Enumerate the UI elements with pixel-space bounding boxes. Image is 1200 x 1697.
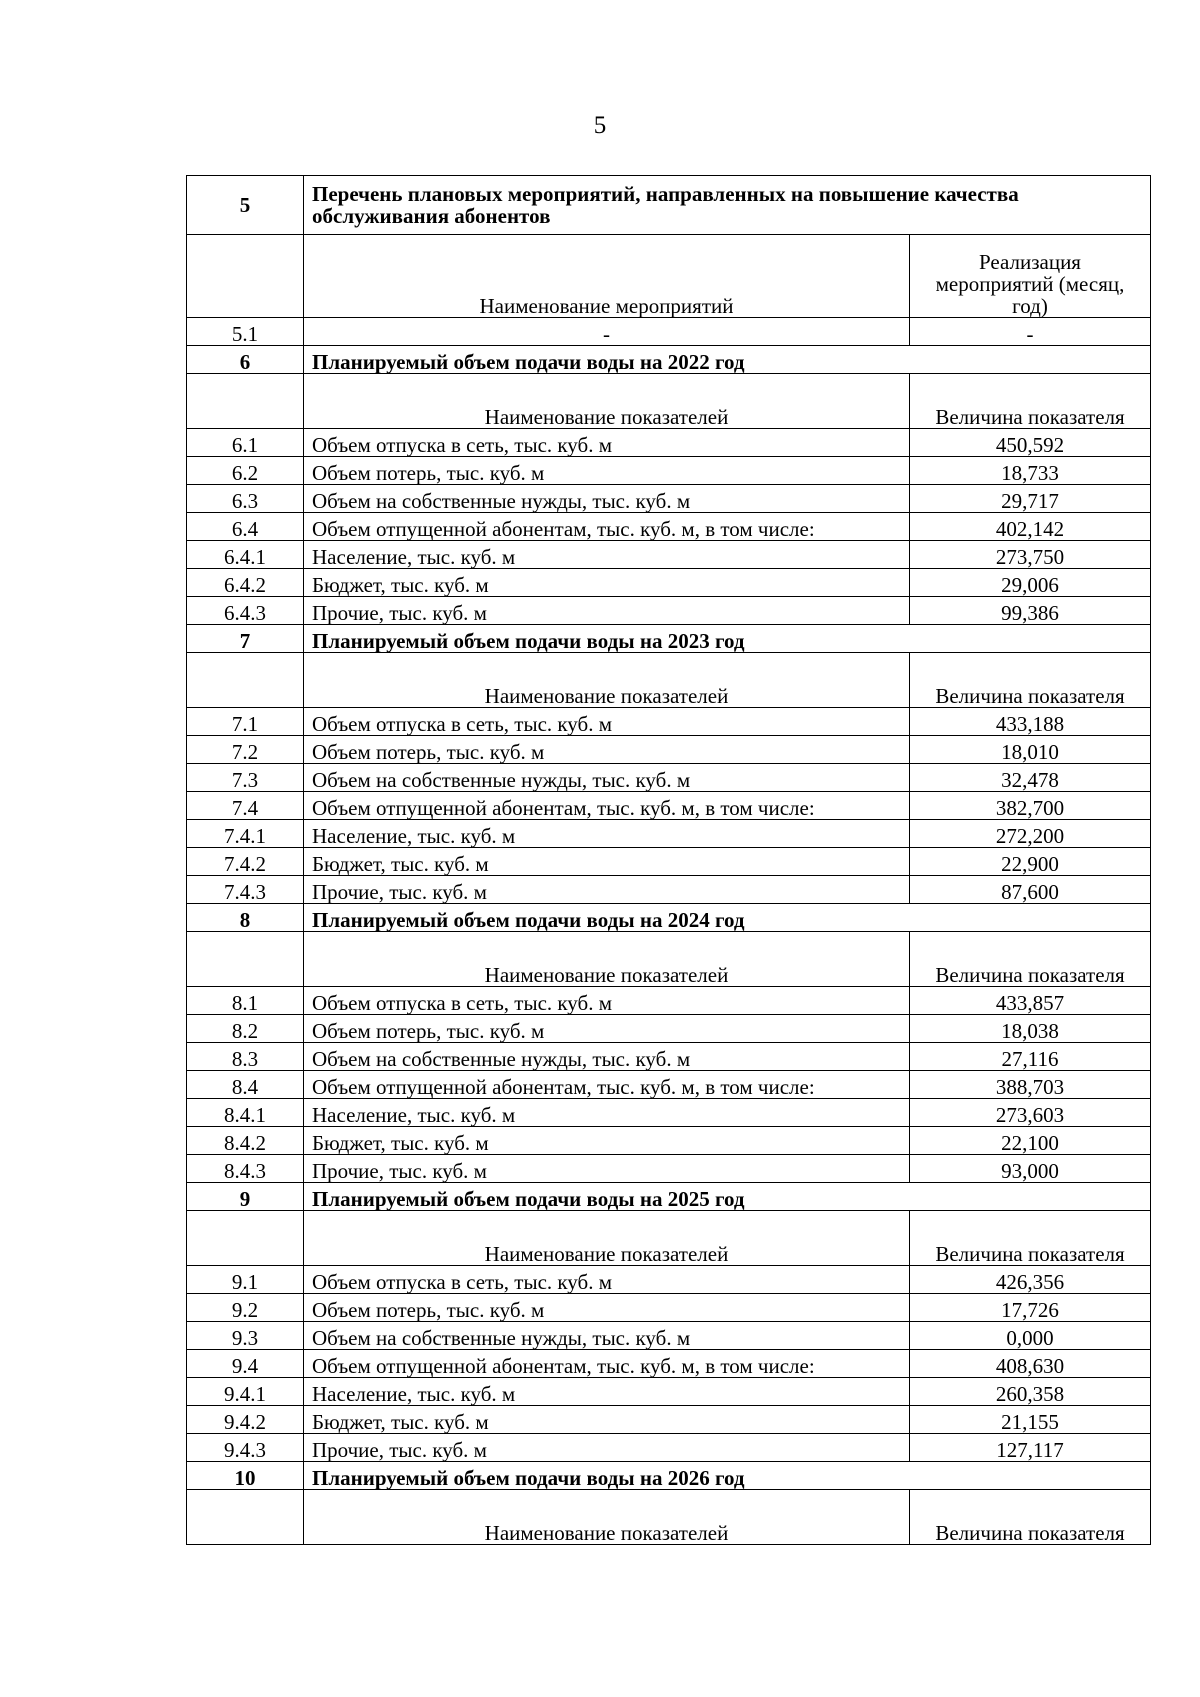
row-number: 7.4 <box>187 792 304 820</box>
table-row <box>187 764 1151 792</box>
row-number: 9.1 <box>187 1266 304 1294</box>
table-row <box>187 792 1151 820</box>
header-empty-cell <box>187 653 304 708</box>
header-empty-cell <box>187 1490 304 1545</box>
row-value: 18,010 <box>910 736 1151 764</box>
row-name: Бюджет, тыс. куб. м <box>304 569 910 597</box>
column-header-name: Наименование показателей <box>304 1490 910 1545</box>
row-number: 8.4.1 <box>187 1099 304 1127</box>
row-name: Объем потерь, тыс. куб. м <box>304 1015 910 1043</box>
row-name: Объем на собственные нужды, тыс. куб. м <box>304 485 910 513</box>
row-value: 433,188 <box>910 708 1151 736</box>
table-row <box>187 1294 1151 1322</box>
row-value: 382,700 <box>910 792 1151 820</box>
row-name: Население, тыс. куб. м <box>304 1099 910 1127</box>
row-value: 17,726 <box>910 1294 1151 1322</box>
row-value: 273,750 <box>910 541 1151 569</box>
section-number: 5 <box>187 176 304 235</box>
row-number: 6.1 <box>187 429 304 457</box>
section-number: 9 <box>187 1183 304 1211</box>
column-header-value: Величина показателя <box>910 932 1151 987</box>
table-row <box>187 1155 1151 1183</box>
table-row <box>187 1043 1151 1071</box>
table-row <box>187 318 1151 346</box>
header-empty-cell <box>187 932 304 987</box>
section-title: Планируемый объем подачи воды на 2024 год <box>304 904 1151 932</box>
row-value: 433,857 <box>910 987 1151 1015</box>
section-title: Перечень плановых мероприятий, направленных на повышение качества обслуживания абонентов <box>304 176 1151 235</box>
row-number: 7.4.1 <box>187 820 304 848</box>
table-row <box>187 1266 1151 1294</box>
section-title-row <box>187 1183 1151 1211</box>
row-number: 6.4 <box>187 513 304 541</box>
column-header-value: Величина показателя <box>910 374 1151 429</box>
row-number: 9.4 <box>187 1350 304 1378</box>
table-row <box>187 1378 1151 1406</box>
table-row <box>187 541 1151 569</box>
section-number: 6 <box>187 346 304 374</box>
section-title: Планируемый объем подачи воды на 2022 год <box>304 346 1151 374</box>
row-name: Бюджет, тыс. куб. м <box>304 848 910 876</box>
header-empty-cell <box>187 235 304 318</box>
table-row <box>187 736 1151 764</box>
row-value: 273,603 <box>910 1099 1151 1127</box>
header-empty-cell <box>187 374 304 429</box>
row-value: 426,356 <box>910 1266 1151 1294</box>
row-name: Объем отпущенной абонентам, тыс. куб. м, в том числе: <box>304 792 910 820</box>
row-name: Объем отпущенной абонентам, тыс. куб. м, в том числе: <box>304 513 910 541</box>
row-name: Прочие, тыс. куб. м <box>304 597 910 625</box>
section-title-row <box>187 176 1151 235</box>
row-number: 8.4 <box>187 1071 304 1099</box>
row-number: 7.3 <box>187 764 304 792</box>
column-header-row <box>187 653 1151 708</box>
row-number: 9.3 <box>187 1322 304 1350</box>
section-title: Планируемый объем подачи воды на 2026 год <box>304 1462 1151 1490</box>
section-title: Планируемый объем подачи воды на 2025 год <box>304 1183 1151 1211</box>
row-value: 32,478 <box>910 764 1151 792</box>
row-value: 18,038 <box>910 1015 1151 1043</box>
row-name: Объем отпуска в сеть, тыс. куб. м <box>304 429 910 457</box>
table-row <box>187 429 1151 457</box>
table-row <box>187 820 1151 848</box>
table-row <box>187 1127 1151 1155</box>
row-value: 21,155 <box>910 1406 1151 1434</box>
row-number: 7.4.2 <box>187 848 304 876</box>
column-header-row <box>187 1211 1151 1266</box>
row-value: 29,717 <box>910 485 1151 513</box>
column-header-name: Наименование показателей <box>304 653 910 708</box>
table-row <box>187 485 1151 513</box>
page-number: 5 <box>593 112 607 139</box>
section-number: 7 <box>187 625 304 653</box>
water-supply-table <box>186 175 1151 1545</box>
table-row <box>187 1322 1151 1350</box>
row-name: Бюджет, тыс. куб. м <box>304 1127 910 1155</box>
row-number: 9.2 <box>187 1294 304 1322</box>
column-header-value: Реализация мероприятий (месяц, год) <box>910 235 1151 318</box>
row-name: Население, тыс. куб. м <box>304 1378 910 1406</box>
row-number: 8.3 <box>187 1043 304 1071</box>
row-value: 272,200 <box>910 820 1151 848</box>
row-value: 99,386 <box>910 597 1151 625</box>
row-value: - <box>910 318 1151 346</box>
row-name: Бюджет, тыс. куб. м <box>304 1406 910 1434</box>
row-number: 8.4.3 <box>187 1155 304 1183</box>
row-name: Объем на собственные нужды, тыс. куб. м <box>304 1322 910 1350</box>
column-header-value: Величина показателя <box>910 1490 1151 1545</box>
column-header-row <box>187 1490 1151 1545</box>
row-name: Прочие, тыс. куб. м <box>304 1155 910 1183</box>
row-value: 18,733 <box>910 457 1151 485</box>
table-row <box>187 987 1151 1015</box>
column-header-row <box>187 932 1151 987</box>
row-number: 8.2 <box>187 1015 304 1043</box>
row-name: Прочие, тыс. куб. м <box>304 876 910 904</box>
table-row <box>187 1071 1151 1099</box>
row-value: 127,117 <box>910 1434 1151 1462</box>
row-number: 6.3 <box>187 485 304 513</box>
row-number: 8.1 <box>187 987 304 1015</box>
row-value: 29,006 <box>910 569 1151 597</box>
table-row <box>187 597 1151 625</box>
table-row <box>187 513 1151 541</box>
row-value: 22,100 <box>910 1127 1151 1155</box>
row-name: Объем отпуска в сеть, тыс. куб. м <box>304 1266 910 1294</box>
row-value: 260,358 <box>910 1378 1151 1406</box>
column-header-name: Наименование показателей <box>304 374 910 429</box>
row-number: 7.4.3 <box>187 876 304 904</box>
row-number: 6.4.1 <box>187 541 304 569</box>
section-number: 8 <box>187 904 304 932</box>
table-row <box>187 1015 1151 1043</box>
column-header-name: Наименование показателей <box>304 932 910 987</box>
row-number: 6.2 <box>187 457 304 485</box>
section-title: Планируемый объем подачи воды на 2023 год <box>304 625 1151 653</box>
row-value: 27,116 <box>910 1043 1151 1071</box>
row-name: Объем отпуска в сеть, тыс. куб. м <box>304 987 910 1015</box>
section-title-row <box>187 625 1151 653</box>
section-number: 10 <box>187 1462 304 1490</box>
row-number: 7.1 <box>187 708 304 736</box>
row-name: Объем отпущенной абонентам, тыс. куб. м, в том числе: <box>304 1350 910 1378</box>
header-empty-cell <box>187 1211 304 1266</box>
row-number: 8.4.2 <box>187 1127 304 1155</box>
table-row <box>187 1350 1151 1378</box>
row-name: Объем потерь, тыс. куб. м <box>304 736 910 764</box>
column-header-row <box>187 235 1151 318</box>
section-title-row <box>187 904 1151 932</box>
column-header-name: Наименование мероприятий <box>304 235 910 318</box>
row-name: - <box>304 318 910 346</box>
table-row <box>187 1434 1151 1462</box>
row-value: 388,703 <box>910 1071 1151 1099</box>
table-row <box>187 1406 1151 1434</box>
row-number: 9.4.1 <box>187 1378 304 1406</box>
row-value: 93,000 <box>910 1155 1151 1183</box>
row-name: Объем на собственные нужды, тыс. куб. м <box>304 764 910 792</box>
table-row <box>187 708 1151 736</box>
row-value: 402,142 <box>910 513 1151 541</box>
column-header-row <box>187 374 1151 429</box>
table-body <box>187 176 1151 1545</box>
row-name: Население, тыс. куб. м <box>304 820 910 848</box>
column-header-value: Величина показателя <box>910 1211 1151 1266</box>
row-value: 408,630 <box>910 1350 1151 1378</box>
row-name: Объем на собственные нужды, тыс. куб. м <box>304 1043 910 1071</box>
table-row <box>187 848 1151 876</box>
row-number: 9.4.2 <box>187 1406 304 1434</box>
row-value: 22,900 <box>910 848 1151 876</box>
row-number: 6.4.2 <box>187 569 304 597</box>
row-name: Прочие, тыс. куб. м <box>304 1434 910 1462</box>
section-title-row <box>187 1462 1151 1490</box>
row-value: 450,592 <box>910 429 1151 457</box>
row-number: 7.2 <box>187 736 304 764</box>
table-row <box>187 457 1151 485</box>
row-value: 87,600 <box>910 876 1151 904</box>
table-row <box>187 569 1151 597</box>
row-number: 6.4.3 <box>187 597 304 625</box>
row-number: 5.1 <box>187 318 304 346</box>
table-row <box>187 1099 1151 1127</box>
row-number: 9.4.3 <box>187 1434 304 1462</box>
column-header-value: Величина показателя <box>910 653 1151 708</box>
table-row <box>187 876 1151 904</box>
row-value: 0,000 <box>910 1322 1151 1350</box>
row-name: Объем отпуска в сеть, тыс. куб. м <box>304 708 910 736</box>
row-name: Объем потерь, тыс. куб. м <box>304 457 910 485</box>
row-name: Объем отпущенной абонентам, тыс. куб. м, в том числе: <box>304 1071 910 1099</box>
column-header-name: Наименование показателей <box>304 1211 910 1266</box>
section-title-row <box>187 346 1151 374</box>
row-name: Население, тыс. куб. м <box>304 541 910 569</box>
row-name: Объем потерь, тыс. куб. м <box>304 1294 910 1322</box>
